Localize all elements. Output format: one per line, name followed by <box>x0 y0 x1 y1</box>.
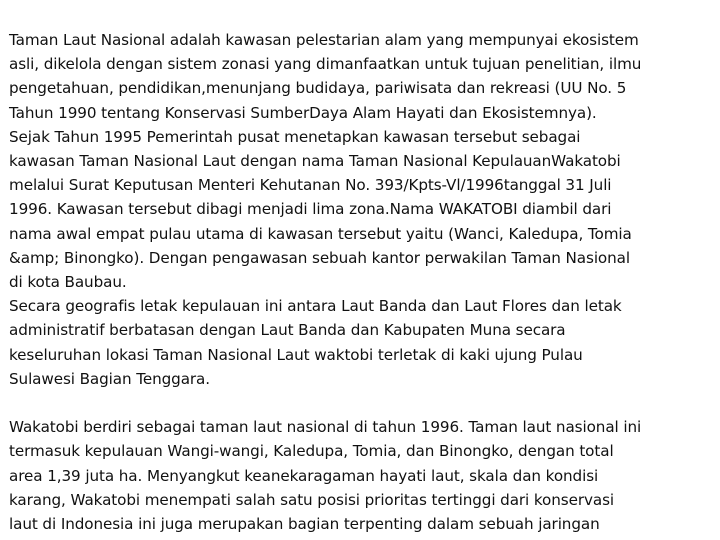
text-line: 1996. Kawasan tersebut dibagi menjadi lima zona.Nama WAKATOBI diambil dari <box>9 200 612 219</box>
text-line: termasuk kepulauan Wangi-wangi, Kaledupa, Tomia, dan Binongko, dengan total <box>9 442 614 461</box>
paragraph-gap <box>9 391 714 415</box>
text-line: Wakatobi berdiri sebagai taman laut nasional di tahun 1996. Taman laut nasional ini <box>9 418 642 437</box>
text-line: administratif berbatasan dengan Laut Banda dan Kabupaten Muna secara <box>9 321 566 340</box>
text-line: melalui Surat Keputusan Menteri Kehutanan No. 393/Kpts-Vl/1996tanggal 31 Juli <box>9 176 612 195</box>
text-line: di kota Baubau. <box>9 273 127 292</box>
text-line: nama awal empat pulau utama di kawasan tersebut yaitu (Wanci, Kaledupa, Tomia <box>9 224 632 243</box>
paragraph-wakatobi <box>9 415 714 536</box>
text-line: Sulawesi Bagian Tenggara. <box>9 369 210 388</box>
text-line: Secara geografis letak kepulauan ini antara Laut Banda dan Laut Flores dan letak <box>9 297 622 316</box>
text-line: laut di Indonesia ini juga merupakan bagian terpenting dalam sebuah jaringan <box>9 515 600 534</box>
text-line: karang, Wakatobi menempati salah satu posisi prioritas tertinggi dari konservasi <box>9 490 615 509</box>
document-body <box>9 28 714 536</box>
text-line: keseluruhan lokasi Taman Nasional Laut waktobi terletak di kaki ujung Pulau <box>9 345 583 364</box>
text-line: Taman Laut Nasional adalah kawasan pelestarian alam yang mempunyai ekosistem <box>9 31 639 49</box>
text-line: kawasan Taman Nasional Laut dengan nama Taman Nasional KepulauanWakatobi <box>9 152 621 171</box>
text-line: Tahun 1990 tentang Konservasi SumberDaya Alam Hayati dan Ekosistemnya). <box>9 103 597 122</box>
text-line: Sejak Tahun 1995 Pemerintah pusat menetapkan kawasan tersebut sebagai <box>9 127 581 146</box>
text-line: asli, dikelola dengan sistem zonasi yang dimanfaatkan untuk tujuan penelitian, ilmu <box>9 55 642 74</box>
paragraph-taman-laut <box>9 28 714 391</box>
text-line: area 1,39 juta ha. Menyangkut keanekaragaman hayati laut, skala dan kondisi <box>9 466 599 485</box>
text-line: pengetahuan, pendidikan,menunjang budidaya, pariwisata dan rekreasi (UU No. 5 <box>9 79 627 98</box>
text-line: &amp; Binongko). Dengan pengawasan sebuah kantor perwakilan Taman Nasional <box>9 248 630 267</box>
